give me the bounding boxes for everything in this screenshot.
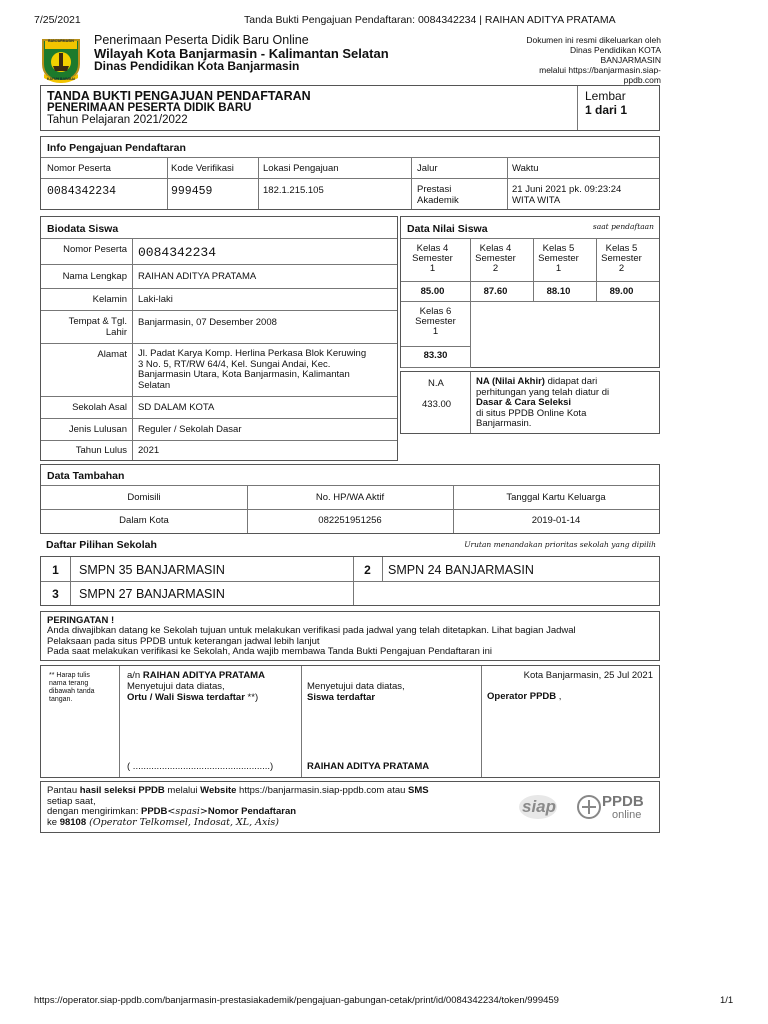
peringatan-text: Anda diwajibkan datang ke Sekolah tujuan untuk melakukan verifikasi pada jadwal yang telah ditetapkan. Lihat bagian Jadwal Pelaksaan pada situs PPDB untuk keterangan jadwal lebih lanjut Pada saat melakukan verifikasi ke Sekolah, Anda wajib membawa Tanda Bukti Pengajuan Pendaftaran ini	[47, 625, 576, 657]
nilai-col-header: Kelas 4 Semester 2	[475, 243, 516, 274]
logo-text-bottom: KAYUH BAIMBAI	[46, 77, 76, 81]
bio-tahun-value: 2021	[138, 445, 160, 456]
nilai-col-value: 88.10	[546, 286, 571, 297]
nilai-col-value: 89.00	[609, 286, 634, 297]
bio-sekolah-value: SD DALAM KOTA	[138, 402, 215, 413]
sms-info-box	[40, 781, 660, 833]
logo-text-top: BANJARMASIN	[48, 39, 74, 43]
info-header-kode: Kode Verifikasi	[171, 163, 234, 174]
print-date: 7/25/2021	[34, 14, 81, 26]
nilai-col-header: Kelas 4 Semester 1	[412, 243, 453, 274]
info-header-nomor: Nomor Peserta	[47, 163, 111, 174]
na-label: N.A	[428, 378, 444, 389]
nilai-k6-header: Kelas 6 Semester 1	[415, 306, 456, 337]
tambahan-header-hp: No. HP/WA Aktif	[315, 492, 385, 503]
tambahan-domisili: Dalam Kota	[119, 515, 169, 526]
print-title: Tanda Bukti Pengajuan Pendaftaran: 0084342234 | RAIHAN ADITYA PRATAMA	[244, 14, 616, 26]
pilihan-1-name: SMPN 35 BANJARMASIN	[79, 563, 225, 577]
bio-nomor-value: 0084342234	[138, 245, 217, 260]
sheet-label: Lembar	[585, 89, 626, 103]
info-header-jalur: Jalur	[417, 163, 438, 174]
tambahan-section	[40, 464, 660, 534]
document-title: TANDA BUKTI PENGAJUAN PENDAFTARAN	[47, 89, 311, 103]
title-box	[40, 85, 660, 131]
bio-tahun-label: Tahun Lulus	[75, 445, 127, 456]
bio-alamat-value: Jl. Padat Karya Komp. Herlina Perkasa Blok Keruwing 3 No. 5, RT/RW 64/4, Kel. Sungai Andai, Kec. Banjarmasin Utara, Kota Banjarmasin, Kalimantan Selatan	[138, 348, 367, 391]
pilihan-section-title: Daftar Pilihan Sekolah	[46, 539, 157, 551]
print-url: https://operator.siap-ppdb.com/banjarmasin-prestasiakademik/pengajuan-gabungan-cetak/print/id/0084342234/token/999459	[34, 995, 559, 1006]
bio-jenis-value: Reguler / Sekolah Dasar	[138, 424, 242, 435]
bio-nomor-label: Nomor Peserta	[63, 244, 127, 255]
na-section	[400, 371, 660, 434]
letterhead-line1: Penerimaan Peserta Didik Baru Online	[94, 33, 309, 47]
biodata-section	[40, 216, 398, 461]
student-approval: Menyetujui data diatas, Siswa terdaftar	[307, 681, 405, 703]
nilai-col-value: 87.60	[483, 286, 508, 297]
bio-alamat-label: Alamat	[97, 349, 127, 360]
nilai-section-title: Data Nilai Siswa	[407, 223, 488, 235]
siap-logo: siap	[519, 791, 567, 823]
document-note: Dokumen ini resmi dikeluarkan oleh Dinas Pendidikan KOTA BANJARMASIN melalui https://banjarmasin.siap- ppdb.com	[526, 35, 661, 85]
pilihan-1-num: 1	[52, 563, 59, 577]
operator-label: Operator PPDB ,	[487, 691, 562, 702]
nilai-k6-value: 83.30	[423, 350, 448, 361]
info-section-title: Info Pengajuan Pendaftaran	[47, 142, 186, 154]
document-subtitle: PENERIMAAN PESERTA DIDIK BARU	[47, 102, 252, 114]
info-section	[40, 136, 660, 210]
signature-note: ** Harap tulis nama terang dibawah tanda tangan.	[49, 672, 95, 703]
letterhead-line3: Dinas Pendidikan Kota Banjarmasin	[94, 59, 300, 73]
academic-year: Tahun Pelajaran 2021/2022	[47, 114, 188, 126]
tambahan-header-kk: Tanggal Kartu Keluarga	[506, 492, 606, 503]
info-header-lokasi: Lokasi Pengajuan	[263, 163, 339, 174]
nilai-col-header: Kelas 5 Semester 1	[538, 243, 579, 274]
pilihan-note: Urutan menandakan prioritas sekolah yang dipilih	[464, 540, 656, 549]
peringatan-box	[40, 611, 660, 661]
info-lokasi: 182.1.215.105	[263, 185, 324, 196]
bio-nama-value: RAIHAN ADITYA PRATAMA	[138, 271, 257, 282]
signature-box	[40, 665, 660, 778]
biodata-section-title: Biodata Siswa	[47, 223, 119, 235]
parent-approval: a/n RAIHAN ADITYA PRATAMA Menyetujui data diatas, Ortu / Wali Siswa terdaftar **)	[127, 670, 265, 703]
letterhead-line2: Wilayah Kota Banjarmasin - Kalimantan Selatan	[94, 46, 389, 61]
tambahan-hp: 082251951256	[318, 515, 382, 526]
info-waktu: 21 Juni 2021 pk. 09:23:24 WITA WITA	[512, 184, 622, 206]
pilihan-3-num: 3	[52, 587, 59, 601]
tambahan-section-title: Data Tambahan	[47, 470, 125, 482]
nilai-col-value: 85.00	[420, 286, 445, 297]
pilihan-3-name: SMPN 27 BANJARMASIN	[79, 587, 225, 601]
bio-kelamin-value: Laki-laki	[138, 294, 173, 305]
bio-jenis-label: Jenis Lulusan	[68, 424, 127, 435]
parent-signature-blank: ( ....................................................)	[127, 761, 274, 772]
tambahan-kk: 2019-01-14	[531, 515, 581, 526]
bio-sekolah-label: Sekolah Asal	[72, 402, 127, 413]
info-jalur: Prestasi Akademik	[417, 184, 459, 206]
bio-ttl-label: Tempat & Tgl. Lahir	[68, 316, 127, 338]
pilihan-table	[40, 556, 660, 606]
ppdb-online-logo: PPDB online	[576, 790, 656, 826]
na-value: 433.00	[422, 399, 452, 410]
peringatan-title: PERINGATAN !	[47, 615, 115, 626]
na-description: NA (Nilai Akhir) didapat dari perhitungan yang telah diatur di Dasar & Cara Seleksi di situs PPDB Online Kota Banjarmasin.	[476, 376, 610, 429]
bio-ttl-value: Banjarmasin, 07 Desember 2008	[138, 317, 277, 328]
nilai-section	[400, 216, 660, 368]
sheet-value: 1 dari 1	[585, 103, 628, 117]
pilihan-2-num: 2	[364, 563, 371, 577]
operator-place-date: Kota Banjarmasin, 25 Jul 2021	[523, 670, 653, 681]
nilai-col-header: Kelas 5 Semester 2	[601, 243, 642, 274]
info-header-waktu: Waktu	[512, 163, 539, 174]
nilai-note: saat pendaftaan	[592, 222, 654, 231]
bio-nama-label: Nama Lengkap	[62, 271, 127, 282]
sms-info-text: Pantau hasil seleksi PPDB melalui Website https://banjarmasin.siap-ppdb.com atau SMS setiap saat, dengan mengirimkan: PPDB<spasi>Nomor Pendaftaran ke 98108 (Operator Telkomsel, Indosat, XL, Axis)	[47, 785, 429, 828]
info-kode-verifikasi: 999459	[171, 185, 213, 198]
student-signature-name: RAIHAN ADITYA PRATAMA	[307, 761, 430, 772]
print-page-number: 1/1	[720, 995, 734, 1006]
tambahan-header-domisili: Domisili	[127, 492, 161, 503]
bio-kelamin-label: Kelamin	[92, 294, 127, 305]
pilihan-2-name: SMPN 24 BANJARMASIN	[388, 563, 534, 577]
info-nomor-peserta: 0084342234	[47, 185, 117, 198]
